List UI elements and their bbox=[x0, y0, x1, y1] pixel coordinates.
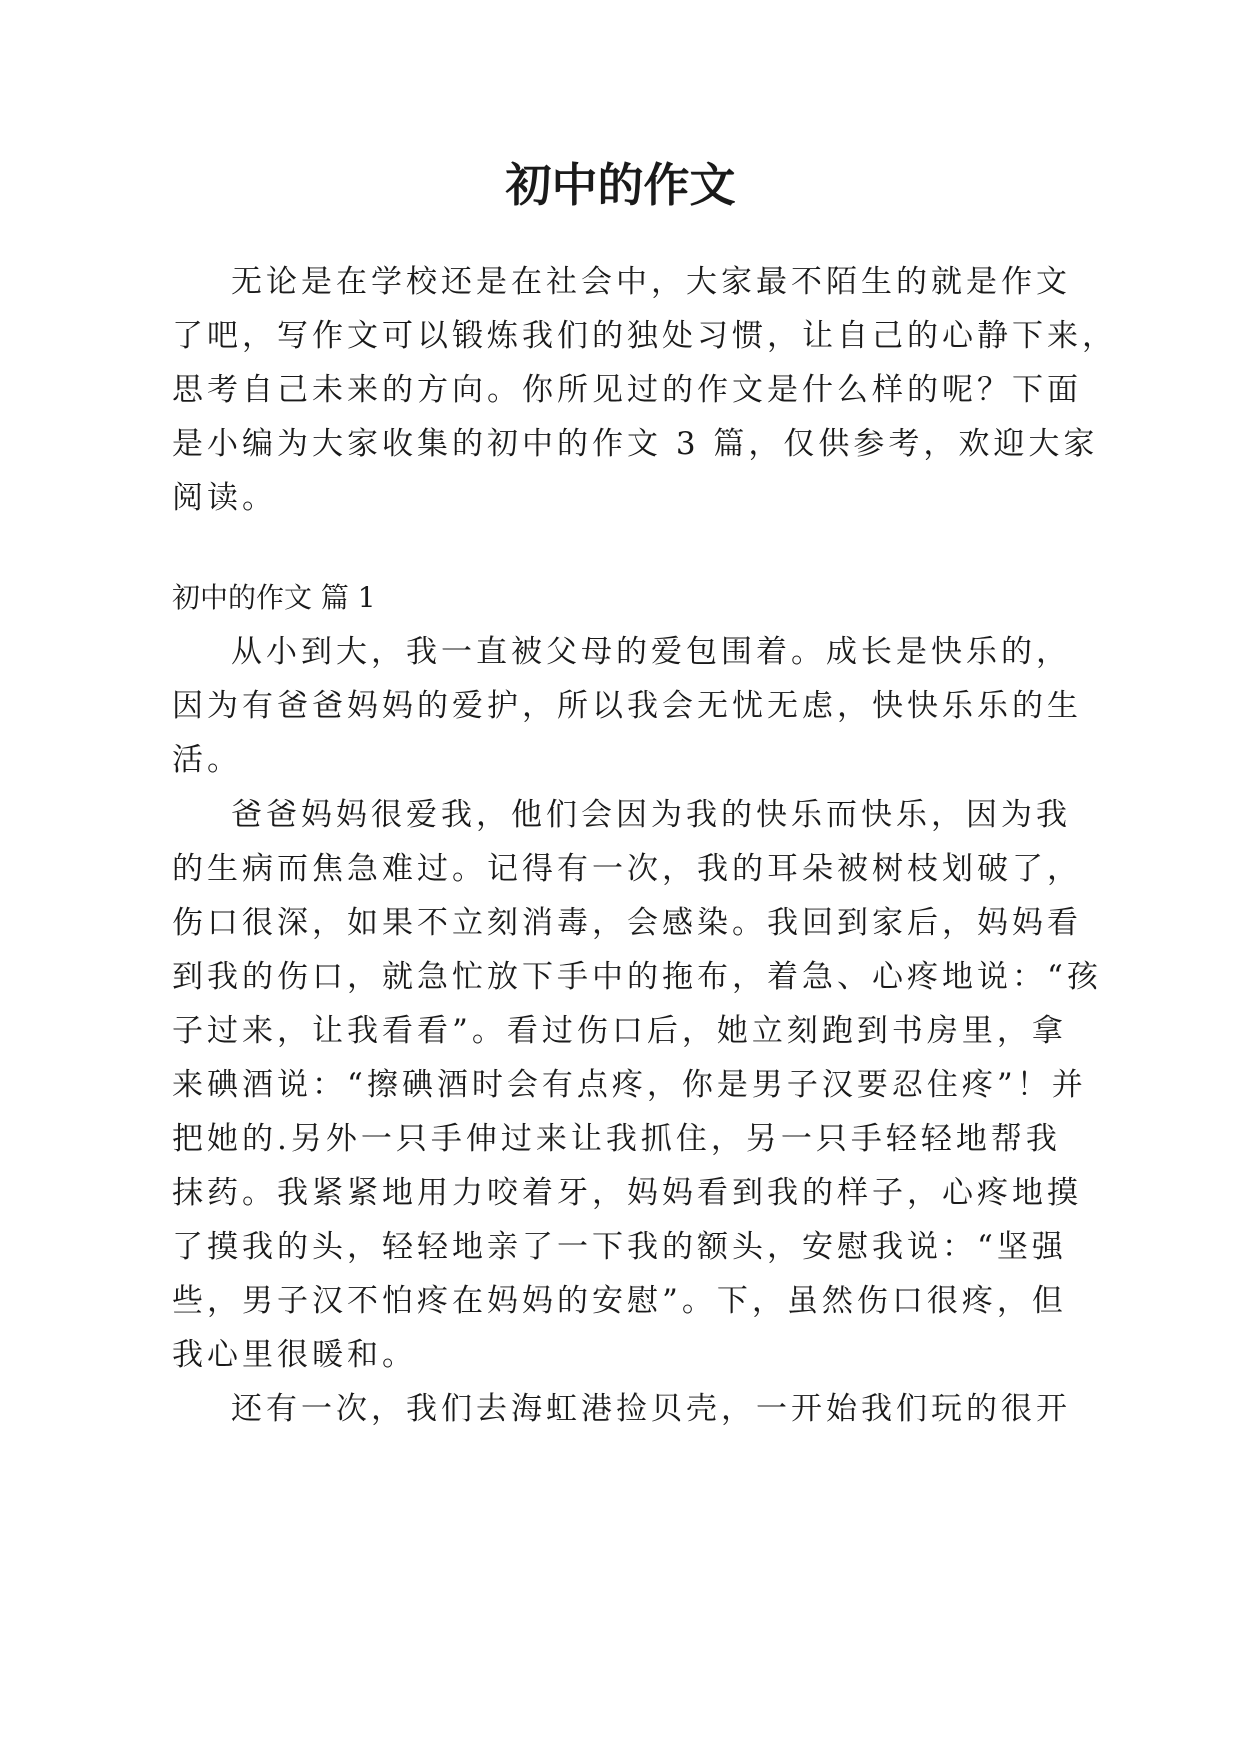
paragraph-line: 因为有爸爸妈妈的爱护，所以我会无忧无虑，快快乐乐的生 bbox=[172, 688, 1082, 724]
paragraph-line: 伤口很深，如果不立刻消毒，会感染。我回到家后，妈妈看 bbox=[172, 905, 1082, 941]
intro-line: 阅读。 bbox=[172, 480, 277, 516]
paragraph-line: 活。 bbox=[172, 742, 242, 778]
paragraph-line: 抹药。我紧紧地用力咬着牙，妈妈看到我的样子，心疼地摸 bbox=[172, 1175, 1082, 1211]
paragraph-line: 爸爸妈妈很爱我，他们会因为我的快乐而快乐，因为我 bbox=[231, 797, 1071, 833]
paragraph-line: 来碘酒说：“擦碘酒时会有点疼，你是男子汉要忍住疼”！并 bbox=[172, 1067, 1087, 1103]
paragraph-line: 还有一次，我们去海虹港捡贝壳，一开始我们玩的很开 bbox=[231, 1391, 1071, 1427]
paragraph-line: 了摸我的头，轻轻地亲了一下我的额头，安慰我说：“坚强 bbox=[172, 1229, 1067, 1265]
intro-line: 了吧，写作文可以锻炼我们的独处习惯，让自己的心静下来， bbox=[172, 318, 1117, 354]
document-title: 初中的作文 bbox=[505, 158, 736, 212]
intro-line: 无论是在学校还是在社会中，大家最不陌生的就是作文 bbox=[231, 264, 1071, 300]
paragraph-line: 我心里很暖和。 bbox=[172, 1337, 417, 1373]
paragraph-line: 子过来，让我看看”。看过伤口后，她立刻跑到书房里，拿 bbox=[172, 1013, 1067, 1049]
intro-line: 是小编为大家收集的初中的作文 3 篇，仅供参考，欢迎大家 bbox=[172, 426, 1099, 462]
paragraph-line: 从小到大，我一直被父母的爱包围着。成长是快乐的， bbox=[231, 634, 1071, 670]
paragraph-line: 到我的伤口，就急忙放下手中的拖布，着急、心疼地说：“孩 bbox=[172, 959, 1102, 995]
section-heading: 初中的作文 篇 1 bbox=[172, 581, 376, 614]
intro-line: 思考自己未来的方向。你所见过的作文是什么样的呢？下面 bbox=[172, 372, 1082, 408]
paragraph-line: 的生病而焦急难过。记得有一次，我的耳朵被树枝划破了， bbox=[172, 851, 1082, 887]
paragraph-line: 些，男子汉不怕疼在妈妈的安慰”。下，虽然伤口很疼，但 bbox=[172, 1283, 1067, 1319]
paragraph-line: 把她的.另外一只手伸过来让我抓住，另一只手轻轻地帮我 bbox=[172, 1121, 1061, 1157]
